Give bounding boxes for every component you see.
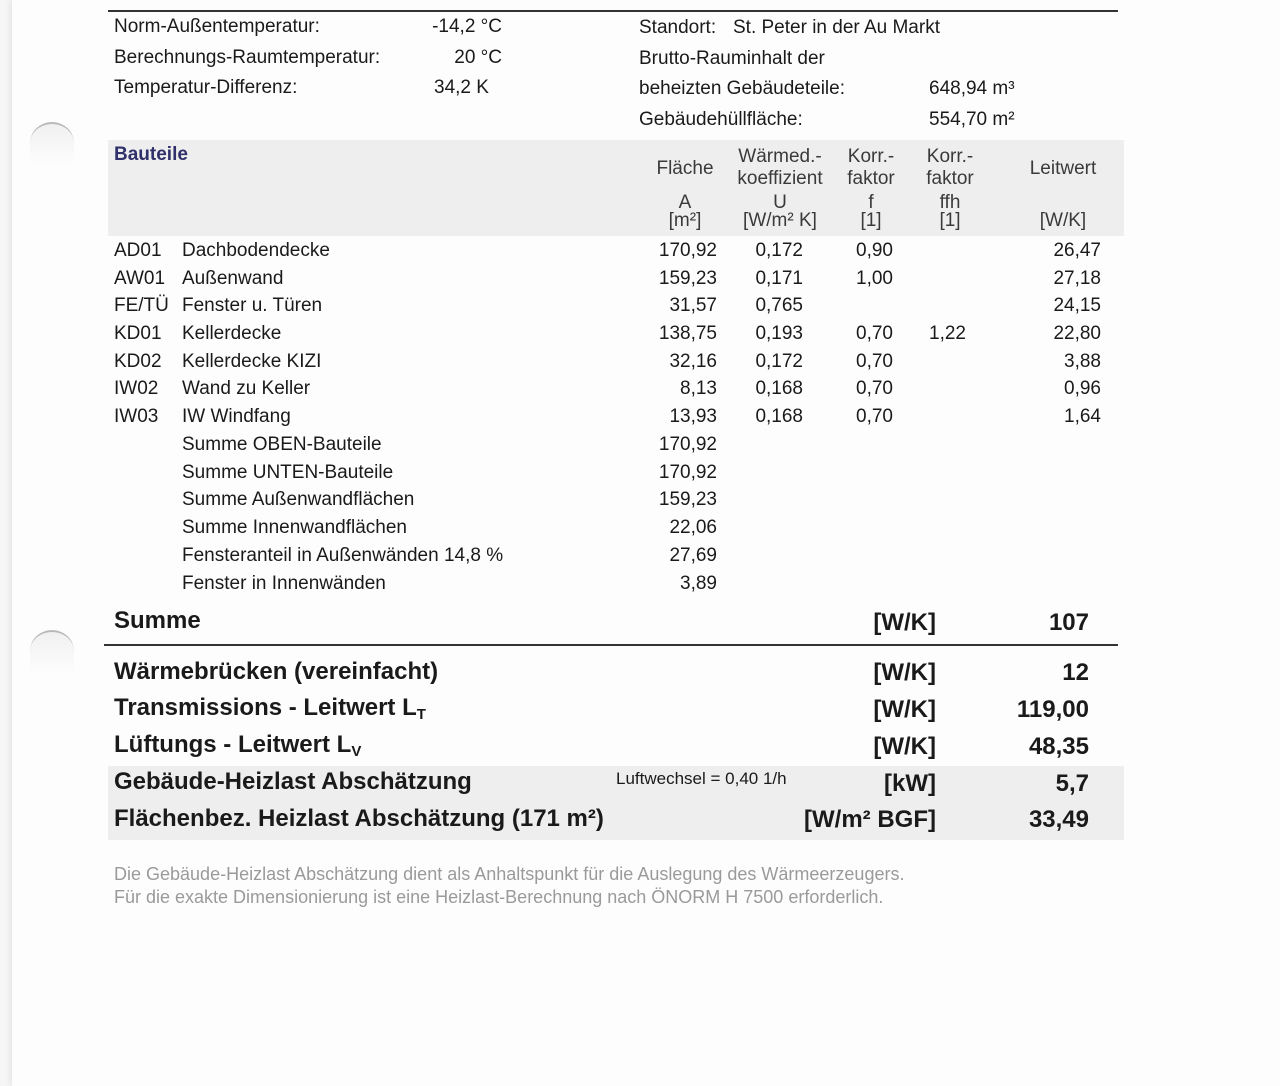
room-temp-label: Berechnungs-Raumtemperatur: (114, 47, 381, 68)
col-korr1-unit: [1] (860, 210, 882, 231)
waermebruecken-unit: [W/K] (873, 659, 936, 686)
col-korr2-symbol: ffh (939, 192, 961, 213)
row-u-value: 0,172 (755, 351, 803, 372)
sum-value: 159,23 (658, 489, 717, 510)
sum-value: 170,92 (658, 434, 717, 455)
table-title: Bauteile (114, 144, 188, 165)
temp-diff-label: Temperatur-Differenz: (114, 77, 298, 98)
row-leitwert: 24,15 (1053, 295, 1101, 316)
row-name: Außenwand (182, 268, 284, 289)
summe-unit: [W/K] (873, 609, 936, 636)
row-leitwert: 26,47 (1053, 240, 1101, 261)
row-area: 32,16 (669, 351, 717, 372)
row-leitwert: 3,88 (1064, 351, 1101, 372)
row-area: 138,75 (658, 323, 717, 344)
row-f-value: 0,70 (856, 378, 893, 399)
punch-hole (30, 122, 74, 164)
lueftung-label: Lüftungs - Leitwert $L_V$ (114, 731, 362, 760)
brutto-label-1: Brutto-Rauminhalt der (639, 48, 825, 69)
luftwechsel-note: Luftwechsel = 0,40 1/h (616, 769, 787, 788)
row-area: 13,93 (669, 406, 717, 427)
col-korr1-symbol: f (868, 192, 874, 213)
row-code: IW02 (114, 378, 159, 399)
row-code: AW01 (114, 268, 166, 289)
sum-label: Summe UNTEN-Bauteile (182, 462, 394, 483)
row-u-value: 0,172 (755, 240, 803, 261)
heizlast-label: Gebäude-Heizlast Abschätzung (114, 768, 472, 795)
row-name: Kellerdecke KIZI (182, 351, 322, 372)
row-f-value: 0,90 (856, 240, 893, 261)
row-area: 159,23 (658, 268, 717, 289)
norm-temp-value: -14,2 °C (432, 16, 502, 37)
standort-label: Standort: (639, 17, 717, 38)
temp-diff-value: 34,2 K (434, 77, 489, 98)
row-leitwert: 0,96 (1064, 378, 1101, 399)
flaechen-heizlast-label: Flächenbez. Heizlast Abschätzung (171 m²) (114, 805, 604, 832)
col-leitwert-unit: [W/K] (1039, 210, 1087, 231)
sum-value: 3,89 (680, 573, 717, 594)
footnote-line-2: Für die exakte Dimensionierung ist eine Heizlast-Berechnung nach ÖNORM H 7500 erforderlich. (114, 887, 884, 907)
col-korr1-label-1: Korr.- (847, 146, 895, 167)
col-waerme-label-2: koeffizient (737, 168, 823, 189)
summe-label: Summe (114, 607, 201, 634)
top-rule (108, 10, 1118, 12)
col-waerme-label-1: Wärmed.- (738, 146, 822, 167)
standort-value: St. Peter in der Au Markt (733, 17, 940, 38)
sum-label: Summe Außenwandflächen (182, 489, 415, 510)
row-name: Kellerdecke (182, 323, 282, 344)
waermebruecken-label: Wärmebrücken (vereinfacht) (114, 658, 439, 685)
row-code: IW03 (114, 406, 159, 427)
row-code: AD01 (114, 240, 162, 261)
summary-rule (104, 644, 1118, 646)
brutto-value: 648,94 m³ (929, 78, 1015, 99)
row-area: 170,92 (658, 240, 717, 261)
row-code: KD02 (114, 351, 162, 372)
summe-value: 107 (1048, 609, 1089, 636)
row-f-value: 1,00 (856, 268, 893, 289)
sum-value: 27,69 (669, 545, 717, 566)
row-u-value: 0,168 (755, 406, 803, 427)
waermebruecken-value: 12 (1062, 659, 1089, 686)
heizlast-unit: [kW] (884, 770, 936, 797)
row-area: 8,13 (680, 378, 717, 399)
row-f-value: 0,70 (856, 323, 893, 344)
row-u-value: 0,168 (755, 378, 803, 399)
flaechen-heizlast-value: 33,49 (1028, 806, 1089, 833)
sum-label: Summe OBEN-Bauteile (182, 434, 382, 455)
row-name: Wand zu Keller (182, 378, 311, 399)
row-code: KD01 (114, 323, 162, 344)
lueftung-value: 48,35 (1028, 733, 1089, 760)
huelle-value: 554,70 m² (929, 109, 1015, 130)
col-flaeche-unit: [m²] (668, 210, 702, 231)
sum-value: 170,92 (658, 462, 717, 483)
col-korr2-unit: [1] (939, 210, 961, 231)
col-korr2-label-1: Korr.- (926, 146, 974, 167)
punch-hole (30, 630, 74, 672)
sum-label: Summe Innenwandflächen (182, 517, 407, 538)
row-name: Fenster u. Türen (182, 295, 323, 316)
col-waerme-symbol: U (773, 192, 787, 213)
row-code: FE/TÜ (114, 295, 169, 316)
row-u-value: 0,765 (755, 295, 803, 316)
huelle-label: Gebäudehüllfläche: (639, 109, 803, 130)
col-flaeche-symbol: A (678, 192, 692, 213)
col-korr1-label-2: faktor (847, 168, 895, 189)
row-u-value: 0,171 (755, 268, 803, 289)
col-korr2-label-2: faktor (926, 168, 974, 189)
row-u-value: 0,193 (755, 323, 803, 344)
col-flaeche-label: Fläche (656, 158, 714, 179)
room-temp-value: 20 °C (454, 47, 502, 68)
flaechen-heizlast-unit: [W/m² BGF] (804, 806, 936, 833)
sum-label: Fenster in Innenwänden (182, 573, 386, 594)
norm-temp-label: Norm-Außentemperatur: (114, 16, 320, 37)
col-leitwert-label: Leitwert (1029, 158, 1097, 179)
lueftung-unit: [W/K] (873, 733, 936, 760)
row-leitwert: 27,18 (1053, 268, 1101, 289)
row-area: 31,57 (669, 295, 717, 316)
row-leitwert: 1,64 (1064, 406, 1101, 427)
footnote-line-1: Die Gebäude-Heizlast Abschätzung dient als Anhaltspunkt für die Auslegung des Wärmeerzeugers. (114, 864, 905, 884)
transmission-unit: [W/K] (873, 696, 936, 723)
transmission-label: Transmissions - Leitwert $L_T$ (114, 694, 426, 723)
heizlast-value: 5,7 (1055, 770, 1089, 797)
row-name: Dachbodendecke (182, 240, 330, 261)
col-waerme-unit: [W/m² K] (743, 210, 817, 231)
brutto-label-2: beheizten Gebäudeteile: (639, 78, 845, 99)
row-leitwert: 22,80 (1053, 323, 1101, 344)
row-name: IW Windfang (182, 406, 291, 427)
sum-label: Fensteranteil in Außenwänden 14,8 % (182, 545, 504, 566)
transmission-value: 119,00 (1016, 696, 1089, 723)
sum-value: 22,06 (669, 517, 717, 538)
row-f-value: 0,70 (856, 406, 893, 427)
row-ffh-value: 1,22 (929, 323, 966, 344)
row-f-value: 0,70 (856, 351, 893, 372)
